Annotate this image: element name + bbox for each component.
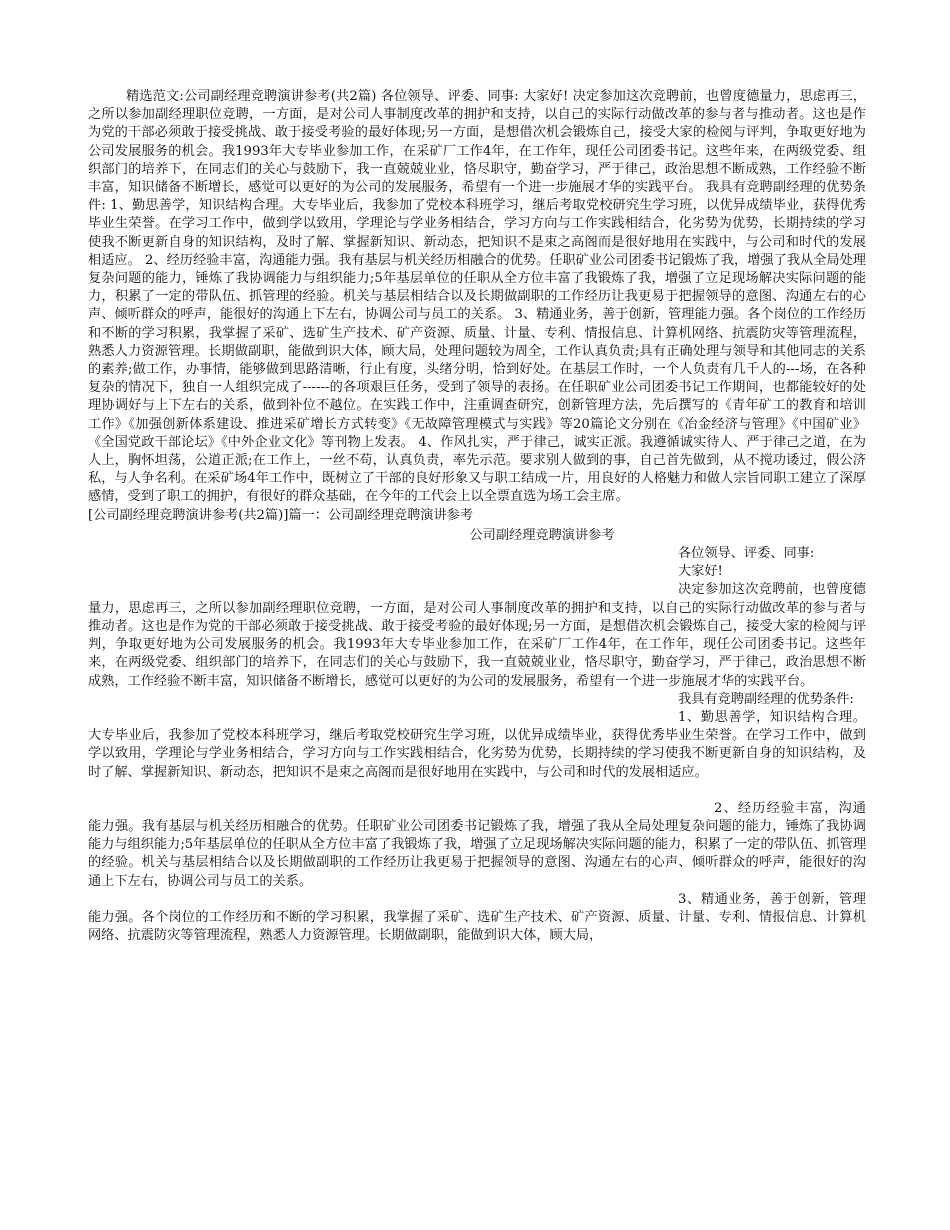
intro-paragraph: 精选范文:公司副经理竞聘演讲参考(共2篇) 各位领导、评委、同事: 大家好! 决定参加这次竞聘前，也曾度德量力，思虑再三，之所以参加副经理职位竞聘，一方面，是对公司人事制度改革的拥护和支持，以自己的实际行动做改革的参与者与推动者。这也是作为党的干部必须敢于接受挑战、敢于接受考验的最好体现;另一方面，是想借次机会锻炼自己，接受大家的检阅与评判，争取更好地为公司发展服务的机会。我1993年大专毕业参加工作，在采矿厂工作4年，在工作年，现任公司团委书记。这些年来，在两级党委、组织部门的培养下，在同志们的关心与鼓励下，我一直兢兢业业，恪尽职守，勤奋学习，严于律己，政治思想不断成熟，工作经验不断丰富，知识储备不断增长，感觉可以更好的为公司的发展服务，希望有一个进一步施展才华的实践平台。 我具有竞聘副经理的优势条件: 1、勤思善学，知识结构合理。大专毕业后，我参加了党校本科班学习，继后考取党校研究生学习班，以优异成绩毕业，获得优秀毕业生荣誉。在学习工作中，做到学以致用，学理论与学业务相结合，学习方向与工作实践相结合，化劣势为优势，长期持续的学习使我不断更新自身的知识结构，及时了解、掌握新知识、新动态，把知识不是束之高阁而是很好地用在实践中，与公司和时代的发展相适应。 2、经历经验丰富，沟通能力强。我有基层与机关经历相融合的优势。任职矿业公司团委书记锻炼了我，增强了我从全局处理复杂问题的能力，锤炼了我协调能力与组织能力;5年基层单位的任职从全方位丰富了我锻炼了我，增强了立足现场解决实际问题的能力，积累了一定的带队伍、抓管理的经验。机关与基层相结合以及长期做副职的工作经历让我更易于把握领导的意图、沟通左右的心声、倾听群众的呼声，能很好的沟通上下左右，协调公司与员工的关系。 3、精通业务，善于创新，管理能力强。各个岗位的工作经历和不断的学习积累，我掌握了采矿、选矿生产技术、矿产资源、质量、计量、专利、情报信息、计算机网络、抗震防灾等管理流程，熟悉人力资源管理。长期做副职，能做到识大体，顾大局，处理问题较为周全，工作认真负责;具有正确处理与领导和其他同志的关系的素养;做工作，办事情，能够做到思路清晰，行止有度，头绪分明，恰到好处。在基层工作时，一个人负责有几千人的---场，在各种复杂的情况下，独自一人组织完成了------的各项艰巨任务，受到了领导的表扬。在任职矿业公司团委书记工作期间，也都能较好的处理协调好与上下左右的关系，做到补位不越位。在实践工作中，注重调查研究，创新管理方法，先后撰写的《青年矿工的教育和培训工作》《加强创新体系建设、推进采矿增长方式转变》《无故障管理模式与实践》等20篇论文分别在《冶金经济与管理》《中国矿业》《全国党政干部论坛》《中外企业文化》等刊物上发表。 4、作风扎实，严于律己，诚实正派。我遵循诚实待人、严于律己之道，在为人上，胸怀坦荡，公道正派;在工作上，一丝不苟，认真负责，率先示范。要求别人做到的事，自己首先做到，从不搅功诿过，假公济私，与人争名利。在采矿场4年工作中，既树立了干部的良好形象又与职工结成一片，用良好的人格魅力和做人宗旨同职工建立了深厚感情，受到了职工的拥护，有很好的群众基础，在今年的工代会上以全票直选为场工会主席。 bbox=[88, 89, 866, 505]
body-paragraph-3: 1、勤思善学，知识结构合理。大专毕业后，我参加了党校本科班学习，继后考取党校研究生学习班，以优异成绩毕业，获得优秀毕业生荣誉。在学习工作中，做到学以致用，学理论与学业务相结合，学习方向与工作实践相结合，化劣势为优势，长期持续的学习使我不断更新自身的知识结构，及时了解、掌握新知识、新动态，把知识不是束之高阁而是很好地用在实践中，与公司和时代的发展相适应。 bbox=[88, 709, 866, 780]
document-page bbox=[88, 88, 866, 945]
hello-line: 大家好! bbox=[678, 564, 723, 580]
body-paragraph-5: 3、精通业务，善于创新，管理能力强。各个岗位的工作经历和不断的学习积累，我掌握了采矿、选矿生产技术、矿产资源、质量、计量、专利、情报信息、计算机网络、抗震防灾等管理流程，熟悉人力资源管理。长期做副职，能做到识大体，顾大局， bbox=[88, 891, 866, 944]
section-subtitle: 公司副经理竞聘演讲参考 bbox=[469, 527, 615, 543]
body-paragraph-2: 我具有竞聘副经理的优势条件: bbox=[678, 691, 854, 707]
greeting-line: 各位领导、评委、同事: bbox=[678, 546, 815, 562]
section-heading: [公司副经理竞聘演讲参考(共2篇)]篇一：公司副经理竞聘演讲参考 bbox=[88, 507, 474, 523]
body-paragraph-4: 2、经历经验丰富，沟通能力强。我有基层与机关经历相融合的优势。任职矿业公司团委书记锻炼了我，增强了我从全局处理复杂问题的能力，锤炼了我协调能力与组织能力;5年基层单位的任职从全方位丰富了我锻炼了我，增强了立足现场解决实际问题的能力，积累了一定的带队伍、抓管理的经验。机关与基层相结合以及长期做副职的工作经历让我更易于把握领导的意图、沟通左右的心声、倾听群众的呼声，能很好的沟通上下左右，协调公司与员工的关系。 bbox=[88, 800, 866, 889]
body-paragraph-1: 决定参加这次竞聘前，也曾度德量力，思虑再三，之所以参加副经理职位竞聘，一方面，是对公司人事制度改革的拥护和支持，以自己的实际行动做改革的参与者与推动者。这也是作为党的干部必须敢于接受挑战、敢于接受考验的最好体现;另一方面，是想借次机会锻炼自己，接受大家的检阅与评判，争取更好地为公司发展服务的机会。我1993年大专毕业参加工作，在采矿厂工作4年，在工作年，现任公司团委书记。这些年来，在两级党委、组织部门的培养下，在同志们的关心与鼓励下，我一直兢兢业业，恪尽职守，勤奋学习，严于律己，政治思想不断成熟，工作经验不断丰富，知识储备不断增长，感觉可以更好的为公司的发展服务，希望有一个进一步施展才华的实践平台。 bbox=[88, 582, 866, 689]
spacer bbox=[88, 782, 866, 800]
